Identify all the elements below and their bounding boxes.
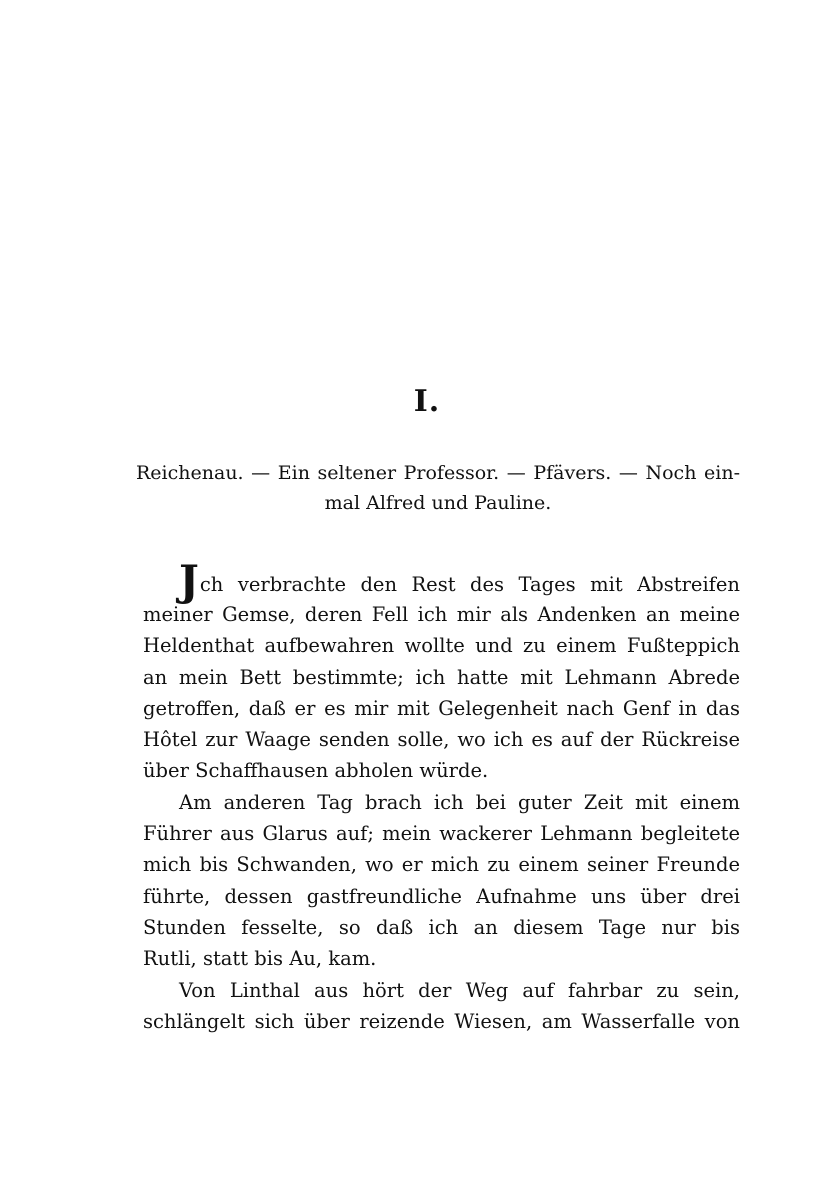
drop-initial: J [179,556,199,605]
text-line: Stunden fesselte, so daß ich an diesem Tage nur bis [143,915,740,939]
paragraph-2 [143,787,740,975]
chapter-number: I. [413,384,441,419]
text-line: über Schaffhausen abholen würde. [143,759,489,783]
paragraph-3 [143,975,740,1038]
text-line: Von Linthal aus hört der Weg auf fahrbar zu sein, [179,978,740,1002]
text-line: an mein Bett bestimmte; ich hatte mit Lehmann Abrede [143,665,740,689]
text-line: Rutli, statt bis Au, kam. [143,947,377,971]
text-line: Heldenthat aufbewahren wollte und zu einem Fußteppich [143,634,740,658]
paragraph-1 [143,556,740,787]
paragraph-first-line [143,556,740,605]
text-line: getroffen, daß er es mir mit Gelegenheit nach Genf in das [143,696,740,720]
chapter-summary [136,458,740,518]
body-text [143,556,740,1037]
chapter-summary-line: mal Alfred und Pauline. [324,492,552,514]
text-line: schlängelt sich über reizende Wiesen, am Wasserfalle von [143,1009,740,1033]
first-line-text: ch verbrachte den Rest des Tages mit Abstreifen [199,573,740,596]
text-line: Hôtel zur Waage senden solle, wo ich es auf der Rückreise [143,728,740,752]
text-line: Am anderen Tag brach ich bei guter Zeit mit einem [179,790,740,814]
text-line: meiner Gemse, deren Fell ich mir als Andenken an meine [143,603,740,626]
chapter-summary-line: Reichenau. — Ein seltener Professor. — Pfävers. — Noch ein- [136,462,740,484]
text-line: führte, dessen gastfreundliche Aufnahme uns über drei [143,884,740,908]
text-line: mich bis Schwanden, wo er mich zu einem seiner Freunde [143,853,740,877]
text-line: Führer aus Glarus auf; mein wackerer Lehmann begleitete [143,822,740,846]
